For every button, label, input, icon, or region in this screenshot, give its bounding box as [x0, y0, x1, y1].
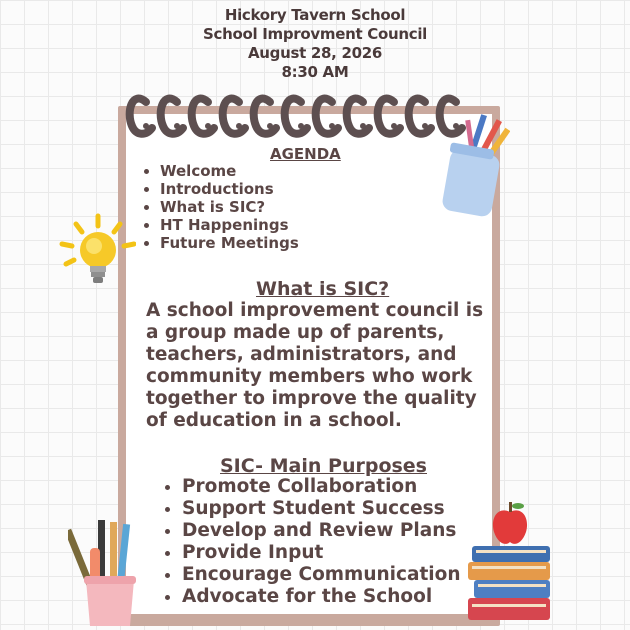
- lightbulb-icon: [56, 212, 136, 292]
- purpose-item: • Encourage Communication: [182, 564, 461, 586]
- purpose-item: • Develop and Review Plans: [182, 520, 461, 542]
- agenda-item: • Welcome: [160, 162, 299, 180]
- spiral-binding: [124, 82, 484, 142]
- meeting-time: 8:30 AM: [281, 63, 349, 81]
- school-name: Hickory Tavern School: [224, 6, 406, 24]
- agenda-item: • Future Meetings: [160, 234, 299, 252]
- agenda-title: AGENDA: [270, 145, 341, 163]
- flyer-header: [0, 6, 630, 82]
- pencil-jar-icon: [440, 112, 510, 222]
- purpose-item: • Advocate for the School: [182, 586, 461, 608]
- purpose-item: • Support Student Success: [182, 498, 461, 520]
- agenda-item: • HT Happenings: [160, 216, 299, 234]
- sic-section-title: What is SIC?: [256, 278, 390, 300]
- pencil-cup-icon: [68, 518, 148, 630]
- purpose-item: • Promote Collaboration: [182, 476, 461, 498]
- purposes-list: [160, 476, 461, 608]
- books-with-apple-icon: [466, 500, 556, 630]
- sic-description: A school improvement council is a group made up of parents, teachers, administrators, and community members who work together to improve the quality of education in a school.: [146, 300, 484, 431]
- council-name: School Improvment Council: [203, 25, 427, 43]
- agenda-list: [142, 162, 299, 252]
- agenda-item: • What is SIC?: [160, 198, 299, 216]
- purpose-item: • Provide Input: [182, 542, 461, 564]
- agenda-item: • Introductions: [160, 180, 299, 198]
- meeting-date: August 28, 2026: [247, 44, 383, 62]
- purposes-title: SIC- Main Purposes: [220, 455, 427, 477]
